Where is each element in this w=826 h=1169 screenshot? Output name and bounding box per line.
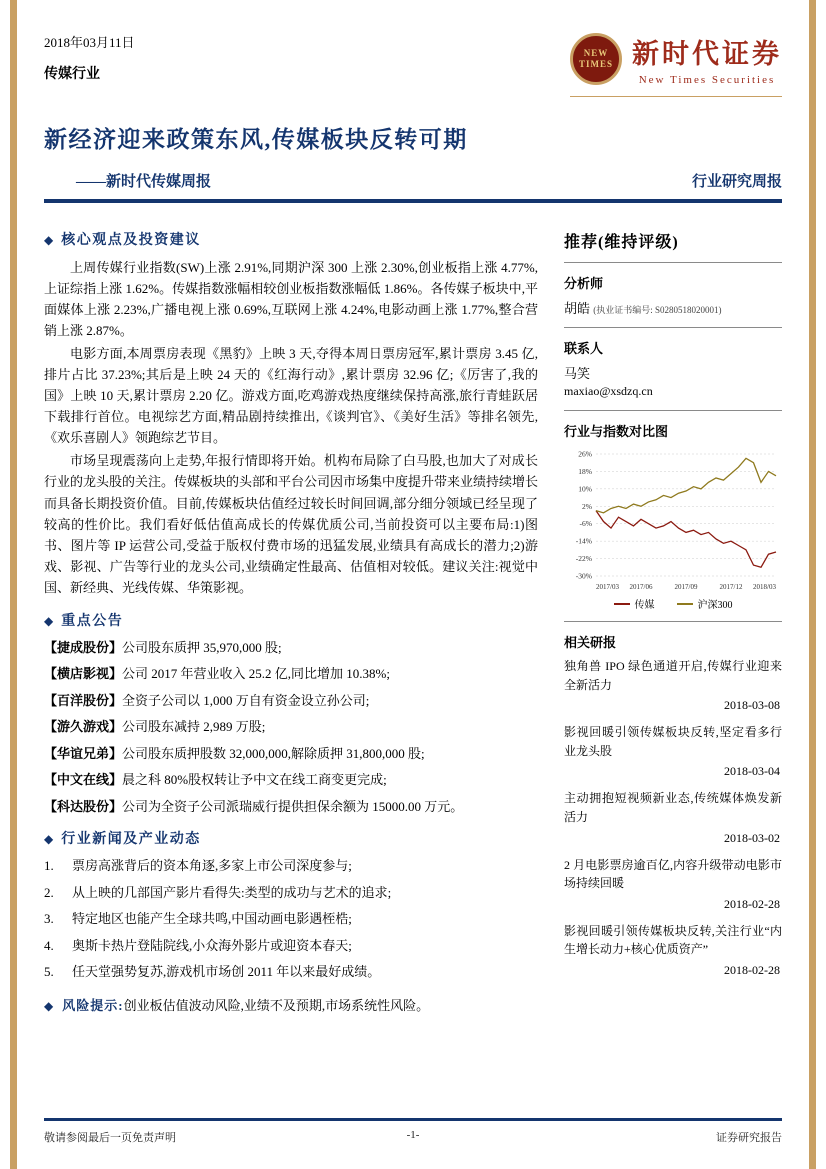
announcement-item [44, 664, 538, 684]
header-left [44, 32, 135, 83]
footer-row [44, 1129, 782, 1145]
news-text: 任天堂强势复苏,游戏机市场创 2011 年以来最好成绩。 [72, 964, 381, 980]
news-number: 2. [44, 884, 54, 900]
diamond-bullet-icon: ◆ [44, 832, 54, 847]
company-tag: 【横店影视】 [44, 666, 123, 682]
risk-text: 创业板估值波动风险,业绩不及预期,市场系统性风险。 [123, 997, 430, 1013]
announcement-item [44, 797, 538, 817]
analyst-label: 分析师 [564, 276, 604, 291]
core-paragraph: 市场呈现震荡向上走势,年报行情即将开始。机构布局除了白马股,也加大了对成长行业的龙头股的关注。传媒板块的头部和平台公司因市场集中度提升带来业绩持续增长而具备长期投资价值。目前,传媒板块估值经过较长时间回调,部分细分领域已经呈现了较高的性价比。我们看好低估值高成长的传媒优质公司,当前投资可以主要布局:1)图书、图片等 IP 运营公司,受益于版权付费市场的迅猛发展,业绩具有高成长的潜力;2)游戏、影视、广告等行业的龙头公司,业绩确定性最高、估值相对较低。建议关注:视觉中国、新经典、光线传媒、华策影视。 [44, 453, 539, 595]
related-report-item [564, 922, 782, 978]
related-report-date: 2018-03-02 [724, 830, 780, 845]
svg-text:2017/09: 2017/09 [674, 583, 698, 591]
rating-badge: 推荐(维持评级) [564, 234, 679, 251]
hs300-line-swatch-icon [677, 603, 693, 605]
legend-label-hs300: 沪深300 [697, 600, 733, 611]
analyst-cert-number: (执业证书编号: S0280518020001) [593, 305, 722, 315]
sidebar-divider [564, 621, 782, 622]
news-number: 5. [44, 964, 54, 980]
svg-text:2017/03: 2017/03 [596, 583, 619, 591]
industry-news-heading-text: 行业新闻及产业动态 [61, 832, 201, 848]
related-report-title: 主动拥抱短视频新业态,传统媒体焕发新活力 [564, 791, 782, 824]
subtitle-row [44, 170, 782, 191]
report-title: 新经济迎来政策东风,传媒板块反转可期 [44, 127, 468, 152]
related-report-title: 影视回暖引领传媒板块反转,坚定看多行业龙头股 [564, 725, 782, 758]
announcement-text: 晨之科 80%股权转让予中文在线工商变更完成; [122, 772, 387, 788]
footer-report-type: 证券研究报告 [716, 1132, 782, 1144]
chart-title: 行业与指数对比图 [564, 424, 669, 439]
report-type-label: 行业研究周报 [691, 174, 782, 190]
company-tag: 【华谊兄弟】 [44, 745, 123, 761]
announcement-item [44, 770, 538, 790]
announcement-text: 公司股东质押股数 32,000,000,解除质押 31,800,000 股; [122, 745, 425, 761]
announcement-item [44, 638, 538, 658]
related-reports-label: 相关研报 [564, 635, 617, 650]
brand-names [632, 32, 782, 86]
news-text: 从上映的几部国产影片看得失:类型的成功与艺术的追求; [72, 884, 392, 900]
company-tag: 【捷成股份】 [44, 639, 123, 655]
brand-name-en: New Times Securities [638, 74, 776, 86]
brand-logo [570, 32, 782, 97]
related-report-date: 2018-02-28 [724, 896, 780, 911]
page-number: -1- [406, 1129, 420, 1141]
diamond-bullet-icon: ◆ [44, 613, 54, 628]
chart-canvas [564, 446, 782, 594]
header-divider [44, 199, 782, 203]
svg-text:2017/06: 2017/06 [629, 583, 653, 591]
legend-item-hs300 [677, 596, 733, 611]
brand-emblem-icon [570, 33, 622, 85]
svg-text:-14%: -14% [575, 536, 592, 546]
gold-border-left [10, 0, 17, 1169]
report-date: 2018年03月11日 [44, 35, 135, 50]
section-heading-core-views [44, 229, 538, 249]
sidebar-divider [564, 327, 782, 328]
news-item [44, 962, 538, 982]
announcement-item [44, 717, 538, 737]
footer-divider [44, 1118, 782, 1121]
svg-text:-30%: -30% [575, 571, 592, 581]
announcements-heading-text: 重点公告 [61, 613, 124, 629]
news-number: 4. [44, 937, 54, 953]
diamond-bullet-icon: ◆ [44, 233, 54, 247]
risk-warning [44, 996, 538, 1017]
section-heading-industry-news [44, 828, 538, 848]
news-item [44, 856, 538, 876]
svg-text:2017/12: 2017/12 [719, 583, 743, 591]
industry-index-chart [564, 446, 782, 611]
news-text: 票房高涨背后的资本角逐,多家上市公司深度参与; [72, 858, 352, 874]
news-item [44, 883, 538, 903]
report-header [44, 0, 782, 97]
news-text: 特定地区也能产生全球共鸣,中国动画电影遇桎梏; [72, 911, 352, 927]
core-views-heading-text: 核心观点及投资建议 [61, 233, 201, 248]
svg-text:2%: 2% [582, 501, 592, 511]
sidebar [564, 217, 782, 1017]
brand-name-cn: 新时代证券 [632, 39, 782, 69]
gold-border-right [809, 0, 816, 1169]
related-report-date: 2018-02-28 [724, 962, 780, 977]
announcement-text: 公司股东质押 35,970,000 股; [122, 639, 282, 655]
svg-text:26%: 26% [578, 449, 592, 459]
news-item [44, 909, 538, 929]
related-report-title: 2 月电影票房逾百亿,内容升级带动电影市场持续回暖 [564, 857, 782, 891]
announcement-text: 公司为全资子公司派瑞威行提供担保余额为 15000.00 万元。 [122, 798, 464, 814]
related-report-item [564, 657, 782, 713]
core-paragraph: 上周传媒行业指数(SW)上涨 2.91%,同期沪深 300 上涨 2.30%,创业板指上涨 4.77%,上证综指上涨 1.62%。传媒指数涨幅相较创业板指数涨幅低 1.86%。各传媒子板块中,平面媒体上涨 2.23%,广播电视上涨 0.69%,互联网上涨 4.24%,电影动画上涨 1.77%,整合营销上涨 2.87%。 [44, 260, 538, 339]
svg-text:-6%: -6% [579, 519, 592, 529]
contact-email-link[interactable]: maxiao@xsdzq.cn [564, 384, 653, 398]
report-series-name: ——新时代传媒周报 [76, 174, 212, 190]
related-report-title: 影视回暖引领传媒板块反转,关注行业“内生增长动力+核心优质资产” [564, 923, 782, 957]
news-item [44, 936, 538, 956]
contact-label: 联系人 [564, 341, 604, 356]
emblem-text-bottom: TIMES [578, 59, 613, 69]
body-columns [44, 217, 782, 1017]
announcement-item [44, 744, 538, 764]
svg-text:18%: 18% [578, 466, 592, 476]
analyst-line [564, 298, 782, 317]
industry-name: 传媒行业 [44, 67, 100, 82]
section-heading-announcements [44, 610, 538, 630]
legend-label-media: 传媒 [634, 600, 655, 611]
news-text: 奥斯卡热片登陆院线,小众海外影片或迎资本春天; [72, 937, 352, 953]
news-number: 3. [44, 911, 54, 927]
sidebar-divider [564, 262, 782, 263]
company-tag: 【中文在线】 [44, 772, 123, 788]
related-report-item [564, 856, 782, 912]
contact-name: 马笑 [564, 366, 591, 381]
sidebar-divider [564, 410, 782, 411]
analyst-name: 胡皓 [564, 301, 591, 316]
company-tag: 【科达股份】 [44, 798, 123, 814]
company-tag: 【百洋股份】 [44, 692, 123, 708]
main-column [44, 217, 538, 1017]
footer-disclaimer: 敬请参阅最后一页免责声明 [44, 1132, 176, 1144]
announcement-text: 公司 2017 年营业收入 25.2 亿,同比增加 10.38%; [122, 666, 390, 682]
svg-text:-22%: -22% [575, 554, 592, 564]
company-tag: 【游久游戏】 [44, 719, 123, 735]
risk-heading-text: 风险提示: [62, 997, 124, 1013]
related-report-date: 2018-03-04 [724, 764, 780, 779]
announcement-text: 公司股东减持 2,989 万股; [122, 719, 266, 735]
diamond-bullet-icon: ◆ [44, 998, 55, 1013]
related-report-item [564, 723, 782, 779]
svg-text:10%: 10% [578, 484, 592, 494]
announcement-item [44, 691, 538, 711]
page-footer [44, 1118, 782, 1145]
news-number: 1. [44, 858, 54, 874]
svg-text:2018/03: 2018/03 [753, 583, 776, 591]
page-content [44, 0, 782, 1017]
emblem-text-top: NEW [583, 48, 609, 59]
related-report-title: 独角兽 IPO 绿色通道开启,传媒行业迎来全新活力 [564, 659, 782, 692]
chart-legend [564, 596, 782, 611]
core-paragraph: 电影方面,本周票房表现《黑豹》上映 3 天,夺得本周日票房冠军,累计票房 3.45 亿,排片占比 37.23%;其后是上映 24 天的《红海行动》,累计票房 32.96 亿;《厉害了,我的国》上映 10 天,累计票房 2.20 亿。游戏方面,吃鸡游戏热度继续保持高涨,旅行青蛙跃居下载排行首位。电视综艺方面,精品剧持续推出,《谈判官》、《美好生活》等排名领先,《欢乐喜剧人》领跑综艺节目。 [44, 346, 538, 446]
related-report-item [564, 789, 782, 845]
related-report-date: 2018-03-08 [724, 698, 780, 713]
announcement-text: 全资子公司以 1,000 万自有资金设立孙公司; [122, 692, 370, 708]
media-line-swatch-icon [614, 603, 630, 605]
legend-item-media [614, 596, 655, 611]
